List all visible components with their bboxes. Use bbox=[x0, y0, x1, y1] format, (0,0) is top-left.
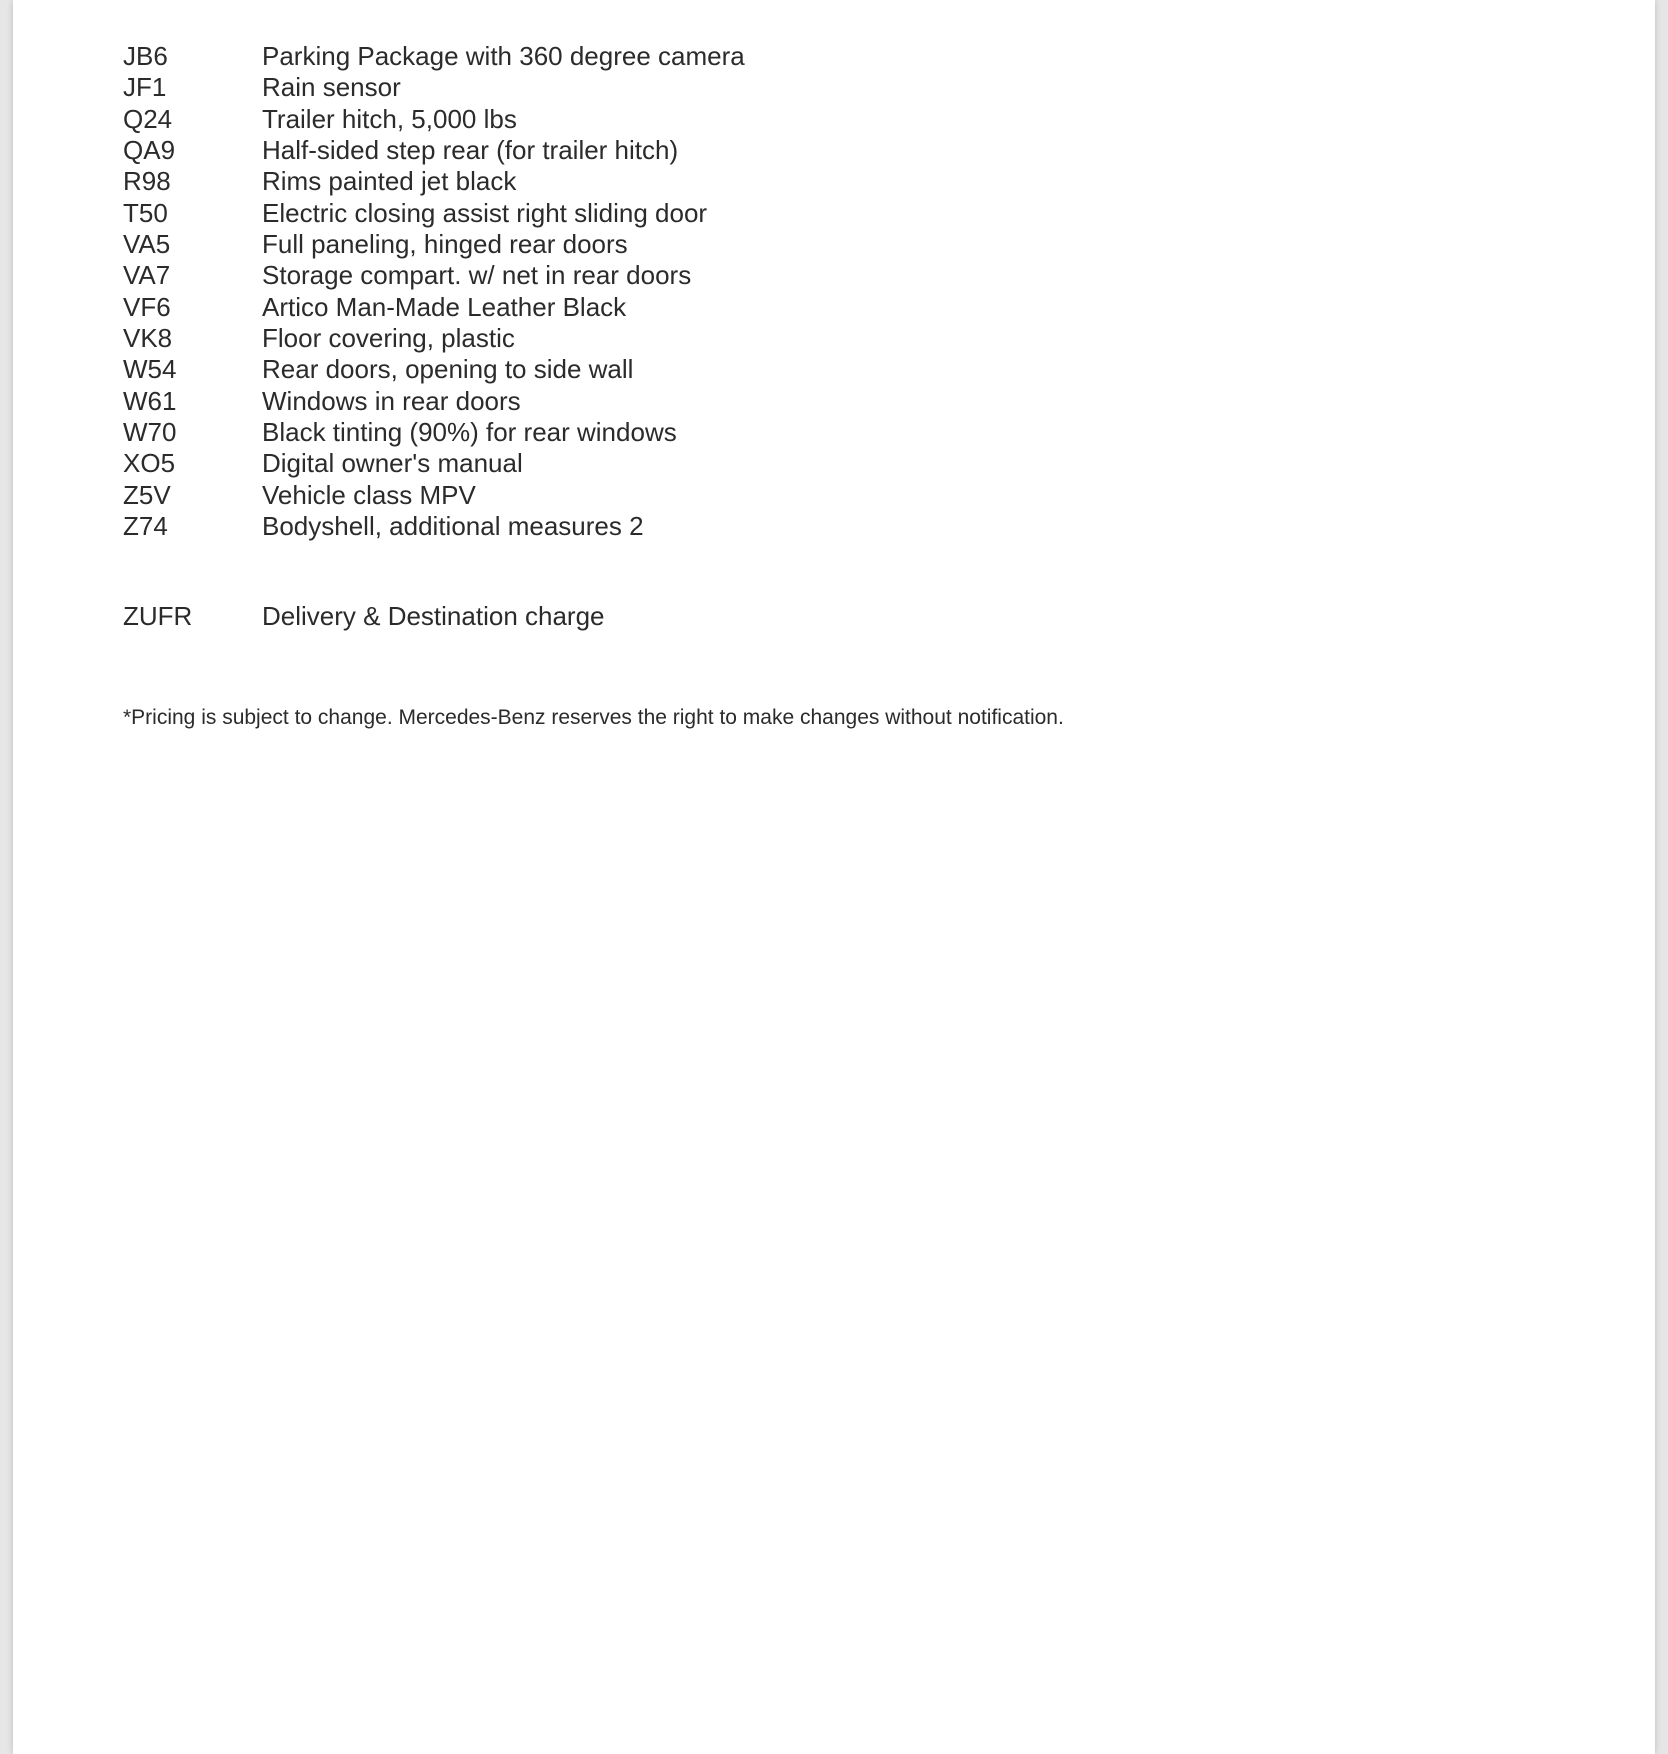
option-code-list bbox=[123, 41, 1123, 542]
option-description: Electric closing assist right sliding door bbox=[262, 197, 708, 228]
option-code: T50 bbox=[123, 197, 168, 228]
option-description: Parking Package with 360 degree camera bbox=[262, 41, 745, 71]
option-description: Rims painted jet black bbox=[262, 166, 517, 197]
option-code: JB6 bbox=[123, 41, 168, 71]
option-row bbox=[123, 323, 1123, 354]
option-description: Floor covering, plastic bbox=[262, 322, 515, 353]
option-row bbox=[123, 229, 1123, 260]
option-description: Half-sided step rear (for trailer hitch) bbox=[262, 134, 679, 165]
option-description: Trailer hitch, 5,000 lbs bbox=[262, 103, 517, 134]
document-page bbox=[13, 0, 1655, 1754]
option-row bbox=[123, 292, 1123, 323]
option-row bbox=[123, 135, 1123, 166]
option-row bbox=[123, 511, 1123, 542]
option-row bbox=[123, 386, 1123, 417]
option-description: Rear doors, opening to side wall bbox=[262, 354, 634, 385]
option-row bbox=[123, 41, 1123, 72]
option-row bbox=[123, 448, 1123, 479]
option-code: QA9 bbox=[123, 134, 176, 165]
option-code: Z5V bbox=[123, 479, 171, 510]
option-row bbox=[123, 166, 1123, 197]
option-row bbox=[123, 72, 1123, 103]
option-row bbox=[123, 104, 1123, 135]
option-code: VA5 bbox=[123, 228, 171, 259]
option-row bbox=[123, 354, 1123, 385]
option-code: R98 bbox=[123, 166, 171, 197]
option-code: W54 bbox=[123, 354, 177, 385]
delivery-row bbox=[123, 601, 1123, 632]
option-code: XO5 bbox=[123, 448, 176, 479]
option-code: VK8 bbox=[123, 322, 173, 353]
option-description: Rain sensor bbox=[262, 72, 401, 103]
delivery-charge-section bbox=[123, 601, 1123, 632]
option-row bbox=[123, 198, 1123, 229]
option-description: Delivery & Destination charge bbox=[262, 601, 605, 631]
option-description: Bodyshell, additional measures 2 bbox=[262, 510, 644, 541]
option-description: Storage compart. w/ net in rear doors bbox=[262, 260, 692, 291]
option-code: W70 bbox=[123, 416, 177, 447]
option-description: Black tinting (90%) for rear windows bbox=[262, 416, 677, 447]
option-row bbox=[123, 480, 1123, 511]
option-description: Vehicle class MPV bbox=[262, 479, 476, 510]
option-code: Q24 bbox=[123, 103, 173, 134]
option-code: W61 bbox=[123, 385, 177, 416]
option-description: Artico Man-Made Leather Black bbox=[262, 291, 627, 322]
option-code: JF1 bbox=[123, 72, 167, 103]
option-row bbox=[123, 260, 1123, 291]
pricing-disclaimer: *Pricing is subject to change. Mercedes-Benz reserves the right to make changes without notification. bbox=[123, 706, 1064, 729]
option-code: VF6 bbox=[123, 291, 171, 322]
option-code: Z74 bbox=[123, 510, 168, 541]
option-description: Windows in rear doors bbox=[262, 385, 521, 416]
option-code: VA7 bbox=[123, 260, 171, 291]
option-description: Digital owner's manual bbox=[262, 448, 523, 479]
option-row bbox=[123, 417, 1123, 448]
option-description: Full paneling, hinged rear doors bbox=[262, 228, 628, 259]
option-code: ZUFR bbox=[123, 601, 193, 631]
